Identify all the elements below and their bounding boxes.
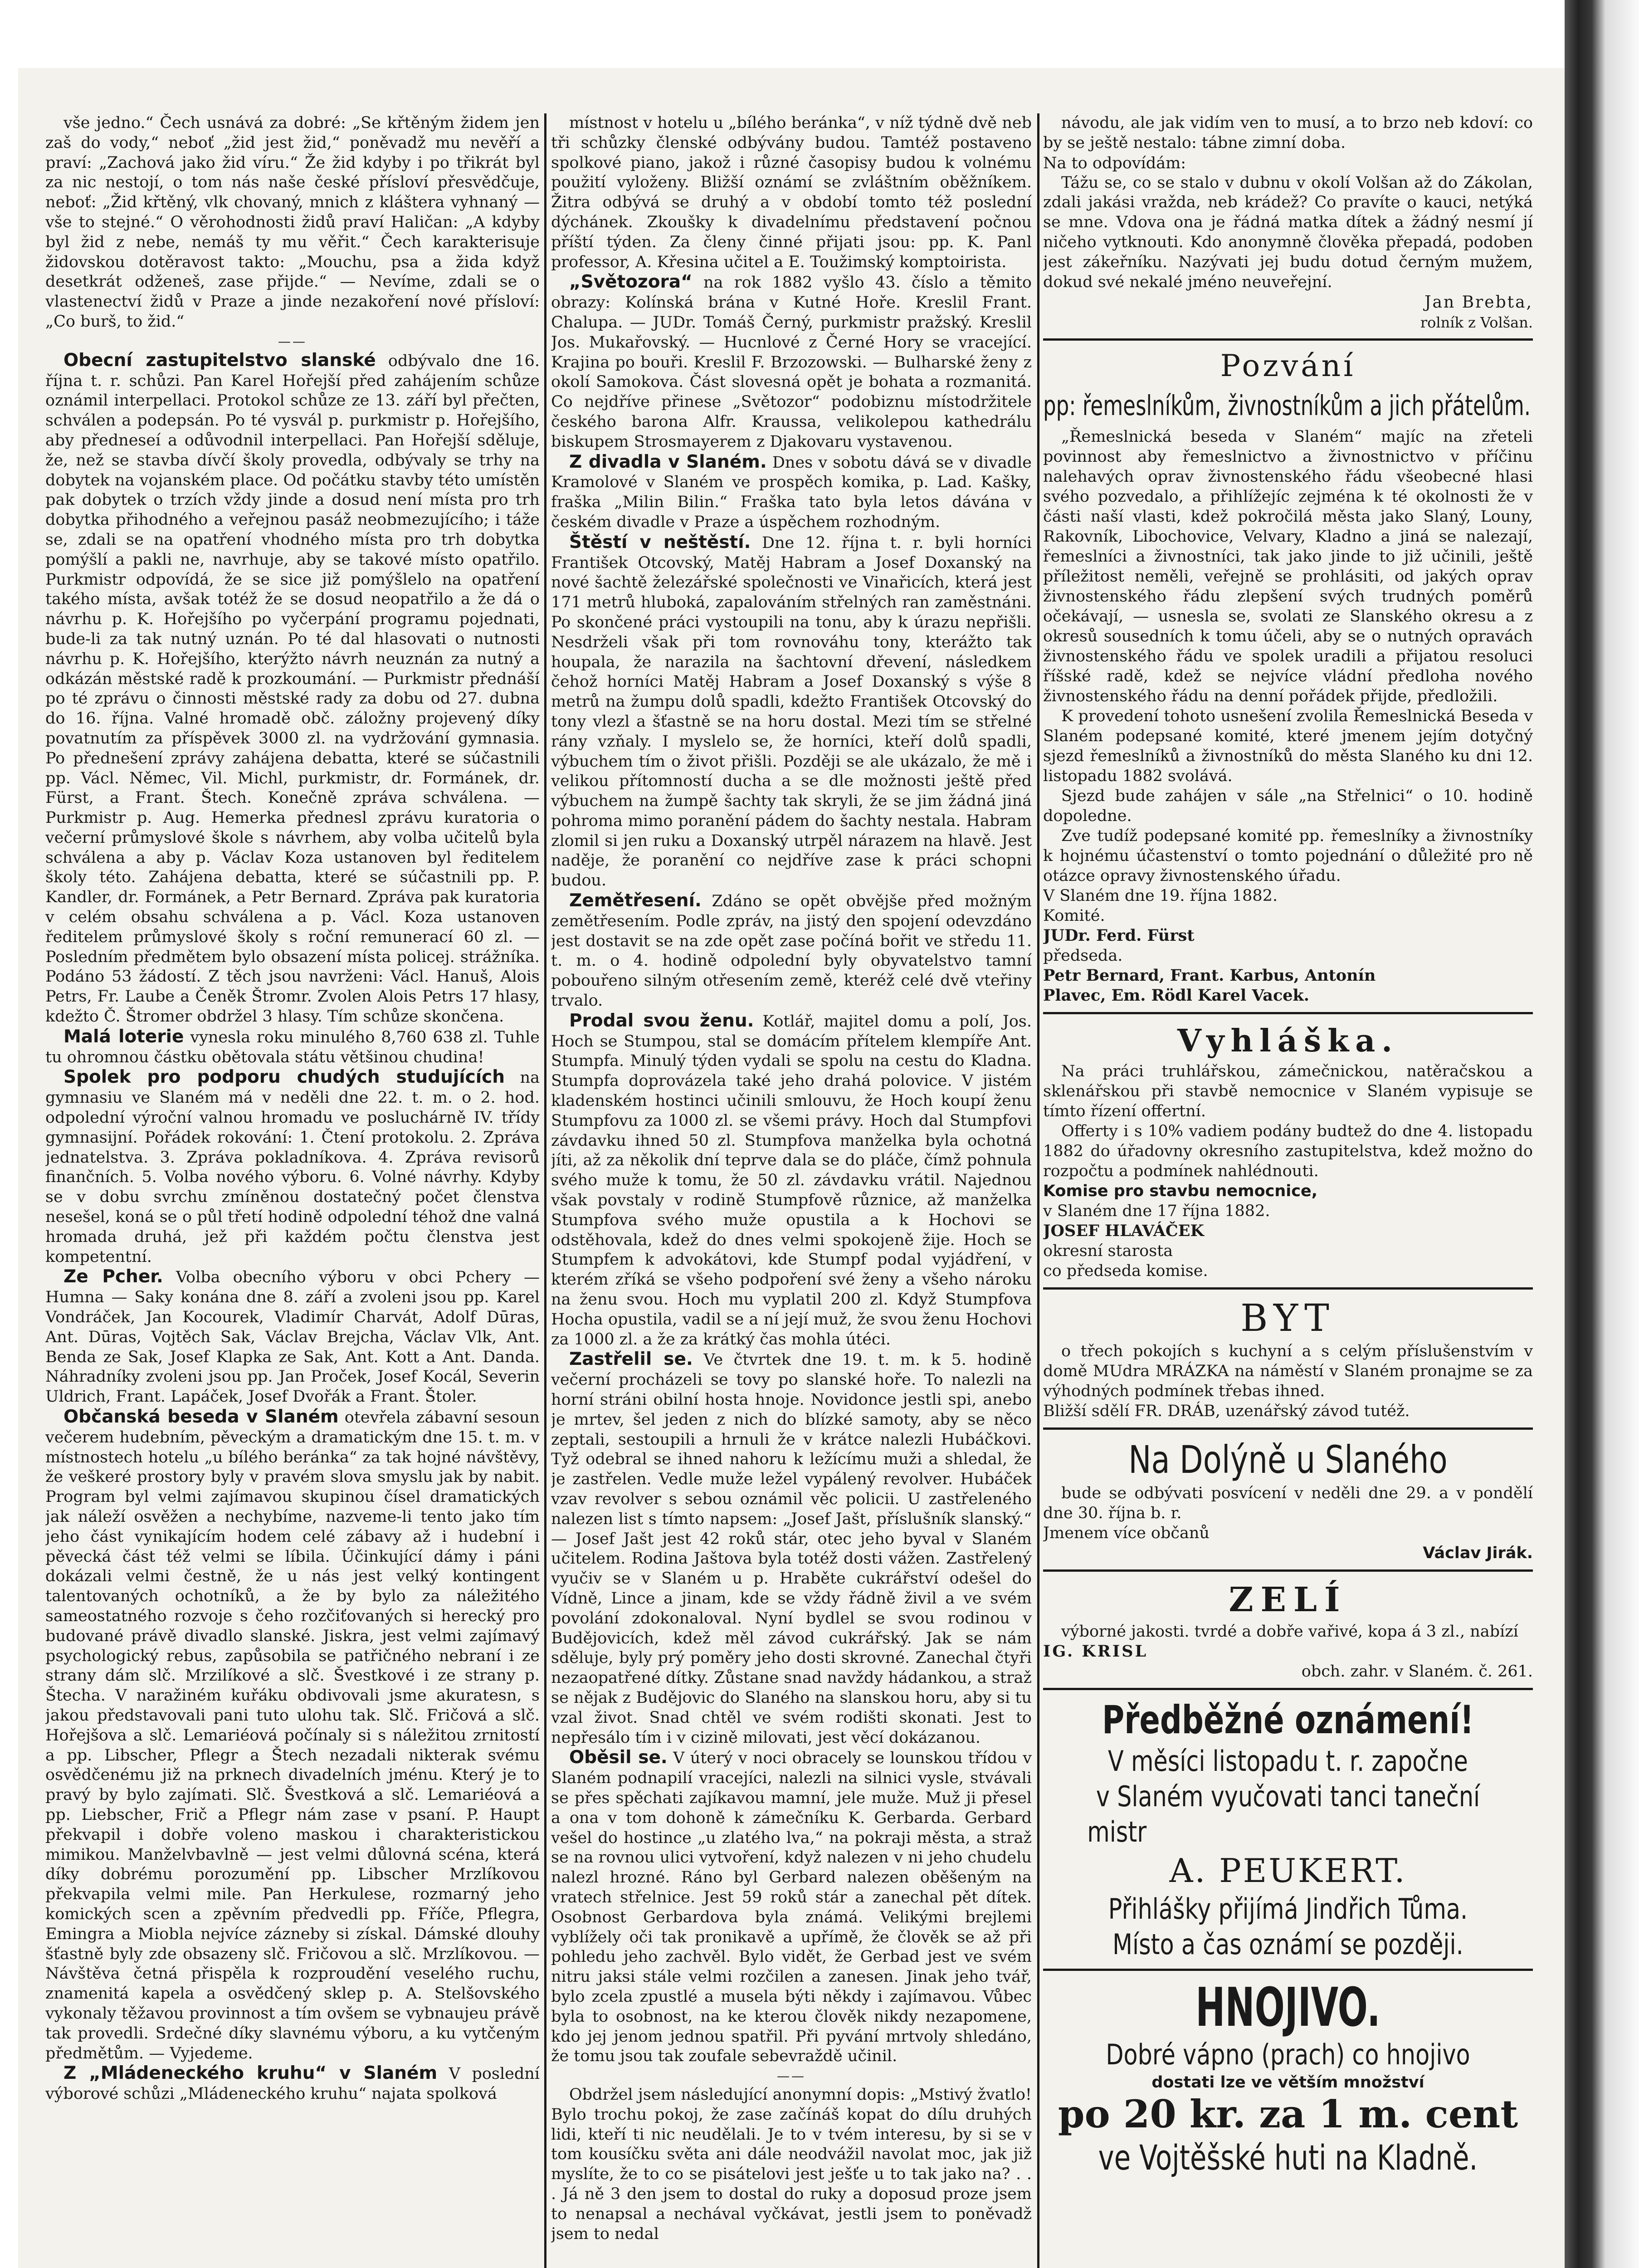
ad-contact: Bližší sdělí FR. DRÁB, uzenářský závod tutéž. — [1043, 1402, 1410, 1421]
reply-intro: Na to odpovídám: — [1043, 154, 1186, 172]
ad-text: o třech pokojích s kuchyní a s celým příslušenstvím v domě MUdra MRÁZKA na náměstí v Slaném pronajme se za výhodných podmínek třebas ihned. — [1043, 1342, 1533, 1401]
article-paragraph — [551, 1349, 1032, 1748]
ad-text: Offerty i s 10% vadiem podány budtež do dne 4. listopadu 1882 do úřadovny okresního zastupitelstva, kdež možno do rozpočtu a podmínek nahlédnouti. — [1043, 1122, 1533, 1181]
article-paragraph — [45, 2063, 540, 2104]
separator: —— — [278, 333, 307, 349]
ad-chairman: JUDr. Ferd. Fürst — [1043, 926, 1195, 945]
article-paragraph — [45, 1067, 540, 1267]
article-paragraph — [551, 533, 1032, 891]
article-paragraph — [45, 1267, 540, 1407]
column-1 — [45, 113, 540, 2268]
ad-title: Předběžné oznámení! — [1102, 1697, 1474, 1743]
article-paragraph — [551, 272, 1032, 452]
article-heading: Občanská beseda v Slaném — [63, 1407, 339, 1427]
ad-text: Sjezd bude zahájen v sále „na Střelnici“ o 10. hodině dopoledne. — [1043, 787, 1533, 826]
ad-title: ZELÍ — [1229, 1580, 1347, 1620]
article-heading: Z „Mládeneckého kruhu“ v Slaném — [63, 2063, 438, 2084]
ad-line: ve Vojtěšské huti na Kladně. — [1098, 2137, 1478, 2178]
article-text: Dnes v sobotu dává se v divadle Kramolové v Slaném ve prospěch komika, p. Lad. Kašky, fraška „Milin Bilin.“ Fraška tato byla letos dávána v českém divadle v Praze a úspěchem rozhodným. — [551, 453, 1032, 531]
article-heading: Spolek pro podporu chudých studujících — [63, 1067, 505, 1088]
article-paragraph — [551, 1748, 1032, 2067]
article-heading: Zemětřesení. — [569, 890, 702, 911]
ad-date: V Slaném dne 19. října 1882. — [1043, 887, 1278, 905]
ad-signatory-role: obch. zahr. v Slaném. č. 261. — [1301, 1662, 1533, 1681]
article-text: Obdržel jsem následující anonymní dopis: „Mstivý žvatlo! Bylo trochu pokoj, že zase začínáš kopat do dílu druhých lidi, kteří ti nic neudělali. Je to v tvém interesu, by si se v tom kousíčku světa ani dále neodvážil navolat moc, jak již myslíte, že to co se pisátelovi jest ješťe u to tak jako na? . . . Já ně 3 den jsem to dostal do ruky a doposud proze jsem to nenapsal a nechával vyčkávat, jestli jsem to poněvadž jsem to nedal — [551, 2086, 1032, 2243]
article-text: Volba obecního výboru v obci Pchery — Humna — Saky konána dne 8. září a zvoleni jsou pp. Karel Vondráček, Jan Kocourek, Vladimír Charvát, Adolf Dūras, Ant. Dūras, Vojtěch Sak, Václav Brejcha, Václav Vlk, Ant. Benda ze Sak, Josef Klapka ze Sak, Ant. Kott a Ant. Danda. Náhradníky zvoleni jsou pp. Jan Proček, Josef Kocál, Severin Uldrich, Frant. Lapáček, Josef Dvořák a Frant. Štoler. — [45, 1268, 540, 1406]
ad-byt — [1043, 1296, 1533, 1421]
article-text: návodu, ale jak vidím ven to musí, a to brzo neb kdoví: co by se ještě nestalo: tábne zimní doba. — [1043, 114, 1533, 152]
article-paragraph — [551, 891, 1032, 1011]
ad-members: Petr Bernard, Frant. Karbus, Antonín — [1043, 966, 1376, 985]
article-text: V poslední výborové schůzi „Mládeneckého kruhu“ najata spolková — [45, 2065, 540, 2103]
ad-subtitle: pp: řemeslníkům, živnostníkům a jich přátelům. — [1043, 390, 1531, 422]
divider — [1043, 1569, 1533, 1572]
column-rule — [544, 113, 546, 2268]
article-text: Ve čtvrtek dne 19. t. m. k 5. hodině večerní procházeli se tovy po slanské hoře. To nalezli na horní stráni obilní hosta hnoje. Novidonce jestli spi, anebo je mrtev, šel jeden z nich do blízké samoty, aby se něco zeptali, sestoupili a hrnuli že v krátce nalezli Hubáčkovi. Tyž odebral se ihned nahoru k ležícímu muži a shledal, že je zastřelen. Vedle muže ležel vypálený revolver. Hubáček vzav revolver s sebou oznámil věc policii. U zastřeleného nalezen list s tímto napsem: „Josef Jašt, příslušník slanský.“ — Josef Jašt jest 42 roků stár, otec jeho byval v Slaném učitelem. Rodina Jaštova byla totéž dosti vážen. Zastřelený vyučiv se v Slaném u p. Hraběte cukrářství odešel do Vídně, Lince a jinam, kde se vždy řádně živil a ve svém povolání zdokonaloval. Nyní bydlel se svou rodinou v Budějovicích, kdež měl závod cukrářský. Jak se nám sděluje, byly prý poměry jeho dosti skrovné. Zanechal čtyři nezaopatřené dítky. Zůstane snad navždy hádankou, a straž se nějak z Budějovic do Slaného na slanskou horu, aby si tu vzal život. Snad chtěl ve svém rodišti skonati. Jest to nepřesálo tím i v cizině milovati, jest věcí dokázanou. — [551, 1351, 1032, 1747]
article-heading: Štěstí v neštěstí. — [569, 532, 751, 552]
divider — [1043, 1427, 1533, 1430]
ad-text: „Řemeslnická beseda v Slaném“ majíc na zřeteli povinnost aby řemeslnictvo a živnostnictvo v příčinu nalehavých oprav živnostenského řádu všeobecné hlasi svého pozvedalo, a přihlížejíc zejména k té okolnosti že v části naší vlasti, kdež pokročilá města jako Slaný, Louny, Rakovník, Libochovice, Velvary, Kladno a jiná se nalezají, řemeslníci a živnostníci, tak jako jinde to již učinili, ještě příležitost neměli, veřejně se prohlásiti, od jakých oprav živnostenského řádu zlepšení svých trudných poměrů očekávají, — usnesla se, svolati ze Slanského okresu a z okresů sousedních k tomu účeli, aby se o nutných opravách živnostenského řádu ve spolek uradili a přijatou resoluci říšské radě, kdež se nejvíce vládní předloha nového živnostenského řádu na denní pořádek přijde, předložili. — [1043, 428, 1533, 706]
ad-line: mistr — [1087, 1815, 1147, 1849]
separator: —— — [777, 2068, 806, 2084]
ad-chairman-role: předseda. — [1043, 947, 1123, 965]
article-text: V úterý v noci obracely se lounskou třídou v Slaném podnapilí vracejíci, nalezli na silnici vysle, stvávali se přes spěchati zajíkavou mamní, jele muže. Muž ji přesel a ona v tom dohoně k zámečníku K. Gerbarda. Gerbard vešel do hostince „u zlatého lva,“ na pokraji města, a straž se na rovnou ulici vytvoření, když nalezen v ni jeho chudelu nalezl hrozné. Ráno byl Gerbard nalezen oběšeným na vratech střelnice. Jest 59 roků stár a zanechal pět dítek. Osobnost Gerbardova byla známá. Velikými brejlemi vyblížely oči tak pronikavě a upřímě, že člověk se až při pohledu jeho zachvěl. Bylo vidět, že Gerbad jest ve svém nitru jaksi stále velmi rozčilen a zanesen. Jinak jeho tvář, bylo zcela zpustlé a musela býti někdy i zajímavou. Vůbec byla to osobnost, na ke kterou člověk nikdy nezapomene, kdo jej jenom jednou spatřil. Při pyvání mrtvoly shledáno, že tomu jsou tak zoufale sebevraždě učinil. — [551, 1749, 1032, 2066]
article-paragraph — [45, 351, 540, 1027]
ad-line: Dobré vápno (prach) co hnojivo — [1106, 2038, 1470, 2072]
article-text: na gymnasiu ve Slaném má v neděli dne 22. t. m. o 2. hod. odpolední výroční valnou hromadu ve posluchárně IV. třídy gymnasijní. Pořádek rokování: 1. Čtení protokolu. 2. Zpráva jednatelstva. 3. Zpráva pokladníkova. 4. Zpráva revisorů finančních. 5. Volba nového výboru. 6. Volné návrhy. Kdyby se v dobu svrchu zmíněnou dostatečný počet členstva nesešel, koná se o půl třetí hodině odpolední téhož dne valná hromada druhá, jež při každém počtu členstva jest kompetentní. — [45, 1069, 540, 1266]
article-paragraph — [45, 1027, 540, 1068]
ad-title: Na Dolýně u Slaného — [1128, 1437, 1448, 1482]
ad-signatory-role: co předseda komise. — [1043, 1262, 1208, 1281]
reply-heading — [1043, 153, 1533, 173]
article-paragraph — [551, 452, 1032, 533]
ad-signatory: Václav Jirák. — [1423, 1544, 1533, 1563]
ad-line: dostati lze ve větším množství — [1151, 2073, 1424, 2092]
ad-signatory: JOSEF HLAVÁČEK — [1043, 1222, 1204, 1241]
ad-price: po 20 kr. za 1 m. cent — [1058, 2092, 1518, 2137]
ad-title: HNOJIVO. — [1195, 1976, 1380, 2039]
ad-line: v Slaném vyučovati tanci taneční — [1096, 1780, 1480, 1813]
article-text: místnost v hotelu u „bílého beránka“, v níž týdně dvě neb tři schůzky členské odbývány budou. Tamtéž postaveno spolkové piano, jakož i různé časopisy budou k volnému použití vyloženy. Bližší oznámí se zvláštním oběžníkem. Žitra odbývá se druhý a v období tomto též poslední dýchánek. Zkoušky k divadelnímu představení počnou příští týden. Za členy činné přijati jsou: pp. K. Panl professor, A. Křesina učitel a E. Toužimský komptoirista. — [551, 114, 1032, 271]
ad-posviceni — [1043, 1436, 1533, 1563]
ad-date: v Slaném dne 17 října 1882. — [1043, 1202, 1270, 1221]
ad-line: Místo a čas oznámí se později. — [1112, 1928, 1463, 1961]
ad-title: Pozvání — [1220, 348, 1356, 384]
ad-signatory: IG. KRISL — [1043, 1642, 1148, 1661]
signature-role: rolník z Volšan. — [1420, 314, 1533, 332]
article-heading: Obecní zastupitelstvo slanské — [63, 350, 376, 371]
ad-line: Přihlášky přijímá Jindřich Tůma. — [1108, 1892, 1468, 1926]
ad-teacher-name: A. PEUKERT. — [1169, 1852, 1407, 1890]
ad-text: Zve tudíž podepsané komité pp. řemeslníky a živnostníky k hojnému účastenství o tomto pojednání o důležité pro ně otázce opravy živnostenského úřadu. — [1043, 827, 1533, 885]
ad-committee-label: Komité. — [1043, 907, 1105, 925]
ad-hnojivo — [1043, 1977, 1533, 2180]
ad-zeli — [1043, 1578, 1533, 1681]
column-3 — [1043, 113, 1533, 2268]
article-heading: Zastřelil se. — [569, 1349, 693, 1370]
ad-vyhlaska — [1043, 1021, 1533, 1281]
ad-signatory-role: okresní starosta — [1043, 1242, 1173, 1261]
article-text: Dne 12. října t. r. byli horníci František Otcovský, Matěj Habram a Josef Doxanský na nové šachtě železářské společnosti ve Vinařicích, která jest 171 metrů hluboká, zapalováním střelných ran zaměstnáni. Po skončené práci vystoupili na tonu, aby k úrazu nepřišli. Nesdrželi však při tom rovnováhu tony, kterážto tak houpala, že narazila na šachtovní dřevení, následkem čehož horníci Matěj Habram a Josef Doxanský s výše 8 metrů na žumpu dolů spadli, kdežto František Otcovský do tony vlezl a šťastně se na horu dostal. Mezi tím se střelné rány vzňaly. I myslelo se, že horníci, kteří dolů spadli, výbuchem tím o život přišli. Později se ale ukázalo, že mě i velikou přítomností ducha a se dle možnosti ještě před výbuchem na žumpě šachty tak skryli, že se jim žádná jiná pohroma mimo poranění pádem do šachty nestala. Habram zlomil si jen ruku a Doxanský utrpěl nárazem na hlavě. Jest naděje, že poranění co nejdříve zase k práci schopni budou. — [551, 533, 1032, 890]
scan-edge — [1565, 0, 1639, 2268]
column-rule — [1037, 113, 1039, 2268]
divider — [1043, 338, 1533, 341]
ad-title: Vyhláška. — [1177, 1023, 1399, 1060]
ad-text: bude se odbývati posvícení v neděli dne 29. a v pondělí dne 30. října b. r. — [1043, 1484, 1533, 1523]
article-heading: Prodal svou ženu. — [569, 1010, 754, 1031]
article-text: Tážu se, co se stalo v dubnu v okolí Volšan až do Zákolan, zdali jakási vražda, neb krádež? Co pravíte o kauci, netýká se mne. Vdova ona je řádná matka dítek a žádný nesmí jí ničeho vytknouti. Kdo anonymně člověka přepadá, podoben jest zákeřníku. Nazývati jej budu dotud černým mužem, dokud své nekalé jméno neuveřejní. — [1043, 173, 1533, 291]
ad-text: Jmenem více občanů — [1043, 1524, 1210, 1543]
article-text: vynesla roku minulého 8,760 638 zl. Tuhle tu ohromnou částku obětovala státu většinou chudina! — [45, 1028, 540, 1066]
article-text: otevřela zábavní sesoun večerem hudebním, pěveckým a dramatickým dne 15. t. m. v místnostech hotelu „u bílého beránka“ za tak hojné návštěvy, že veškeré prostory byly v pravém slova smyslu jak by nabit. Program byl velmi zajímavou skupinou čísel dramatických jak náleží osvěžen a nechybíme, nazveme-li tento jako tím jeho část vynikajícím hodem celé zábavy až i hudební i pěvecká část též velmi se líbila. Účinkující dámy i páni dokázali velmi čestně, že u nás jest velký kontingent talentovaných ochotníků, a že by bylo za náležitého sameostatného rozvoje s čeho rozčiťovaných si herecký pro budované právě divadlo slanské. Jiskra, jest velmi zajímavý psychologický rebus, zapůsobila se patřičného nebraní i ze strany dám slč. Mrzilíkové a slč. Švestkové i ze strany p. Štecha. V naražiném kuřáku obdivovali jsme akuratesn, s jakou představovali pani tuto ulohu tak. Slč. Fričová a slč. Hořejšova a slč. Lemariéová počínaly si s náležitou zrnitostí a pp. Libscher, Pflegr a Štech nezadali nikterak svému osvědčenému již na prknech divadelních jménu. Který je to pravý by bylo zajímati. Slč. Švestková a slč. Lemariéová a pp. Liebscher, Frič a Pflegr nám zase v psaní. P. Haupt překvapil i dobře voleno maskou i charakteristickou mimikou. Manželvbavlně — jest velmi důlovná scéna, která díky dobrému porozumění pp. Libscher Mrzlíkovou překvapila velmi mile. Pan Herkulese, rozmarný jeho komických scen a zpěvním předvedli pp. Fříče, Pflegra, Emingra a Miobla nejvíce zázneby si získal. Dámské dlouhy šťastně byly zde obsazeny slč. Fričovou a slč. Mrzlíkovou. — Návštěva četná přispěla k rozproudění veselého ruchu, znamenitá kapela a osvědčený sklep p. A. Stelšovského vykonaly těžavou provinnost a tím ovšem se vybnaujeu právě tak provedli. Srdečné díky slavnému výboru, a ku vytčeným předmětům. — Vyjedeme. — [45, 1408, 540, 2063]
article-heading: Z divadla v Slaném. — [569, 451, 767, 472]
article-text: Zdáno se opět obvějše před možným zemětřesením. Podle zpráv, na jistý den spojení odevzdáno jest dostavit se na zde opět zase počíná bořit ve středu 11. t. m. o 4. hodině odpolední byly obyvatelstvo tamní pobouřeno silným otřesením země, kteréž celé dvě vteřiny trvalo. — [551, 892, 1032, 1010]
signature-name: Jan Brebta, — [1424, 293, 1533, 312]
article-paragraph — [551, 1011, 1032, 1350]
divider — [1043, 1969, 1533, 1971]
ad-title: BYT — [1240, 1297, 1336, 1340]
article-heading: Malá loterie — [63, 1026, 184, 1047]
ad-text: Na práci truhlářskou, zámečnickou, natěračskou a sklenářskou při stavbě nemocnice v Slaném vypisuje se tímto řízení offertní. — [1043, 1062, 1533, 1121]
article-text: na rok 1882 vyšlo 43. číslo a těmito obrazy: Kolínská brána v Kutné Hoře. Kreslil Frant. Chalupa. — JUDr. Tomáš Černý, purkmistr pražský. Kreslil Jos. Mukařovský. — Hucnlové z Černé Hory se vracející. Krajina po bouři. Kreslil F. Brzozowski. — Bulharské ženy z okolí Samokova. Část slovesná opět je bohata a rozmanitá. Co nejdříve přinese „Světozor“ podobiznu místodržitele českého barona Alfr. Kraussa, velikolepou kathedrálu biskupem Strosmayerem z Djakovaru vystavenou. — [551, 274, 1032, 451]
ad-committee: Komise pro stavbu nemocnice, — [1043, 1182, 1318, 1201]
article-text: Kotlář, majitel domu a polí, Jos. Hoch se Stumpou, stal se domácím přítelem klempíře Ant. Stumpfa. Minulý týden vydali se spolu na cestu do Kladna. Stumpfa doprovázela také jeho drahá polovice. V jistém kladenském hostinci učinili smlouvu, že Hoch koupí ženu Stumpfovu za 1000 zl. se všemi právy. Hoch dal Stumpfovi závdavku ihned 50 zl. Stumpfova manželka byla ochotná jíti, až za několik dní teprve dala se do pláče, čímž pohnula svého muže k tomu, že 50 zl. závdavku vrátil. Najednou však povstaly v rodině Stumpfově různice, až manželka Stumpfova svého muže opustila a k Hochovi se odstěhovala, kdež do dnes velmi spokojeně žije. Hoch se Stumpfem k advokátovi, kde Stumpf podal vyjádření, v kterém zříká se všeho podpoření své ženy a všeho nároku na ženu svou. Hoch mu vyplatil 200 zl. Když Stumpfova Hocha opustila, vadil se a ní její muž, že svou ženu Hochovi za 1000 zl. a že za krátký čas mohla útéci. — [551, 1012, 1032, 1349]
article-heading: Ze Pcher. — [63, 1266, 163, 1287]
article-heading: Oběsil se. — [569, 1747, 668, 1768]
ad-line: V měsíci listopadu t. r. započne — [1108, 1745, 1468, 1778]
ad-members: Plavec, Em. Rödl Karel Vacek. — [1043, 986, 1309, 1005]
column-2 — [551, 113, 1032, 2268]
divider — [1043, 1287, 1533, 1290]
article-heading: „Světozora“ — [569, 272, 693, 293]
ad-tanec — [1043, 1696, 1533, 1962]
article-text: vše jedno.“ Čech usnává za dobré: „Se křtěným židem jen zaš do vody,“ neboť „žid jest žid,“ poněvadž mu nevěří a praví: „Zachová jako žid víru.“ Že žid kdyby i po třikrát byl za nic nestojí, o tom nás naše české přísloví přesvědčuje, neboť: „Žid křtěný, vlk chovaný, mnich z kláštera vyhnaný — vše to stejné.“ O věrohodnosti židů praví Haličan: „A kdyby byl žid z nebe, nemáš ty mu věřit.“ Čech karakterisuje židovskou dotěravost takto: „Mouchu, psa a žida když desetkrát odženeš, zase přijde.“ — Nevíme, zdali se o vlastenectví židů v Praze a jinde nezakoření nové přísloví: „Co burš, to žid.“ — [45, 114, 540, 331]
ad-pozvani — [1043, 347, 1533, 1006]
ad-text: výborné jakosti. tvrdé a dobře vařivé, kopa á 3 zl., nabízí — [1061, 1623, 1518, 1641]
article-text: odbývalo dne 16. října t. r. schůzi. Pan Karel Hořejší před zahájením schůze oznámil interpellaci. Protokol schůze ze 13. září byl přečten, schválen a podepsán. Po té vysvál p. purkmistr p. Hořejšího, aby předneseí a odůvodnil interpellaci. Pan Hořejší sděluje, že, než se stavba dívčí školy provedla, odbývaly se trhy na dobytek na vojanském place. Od počátku stavby této umístěn pak dobytek o trzích vždy jinde a dosud není místa pro trh dobytka přihodného a veřejnou pasáž neobmezujícího; i táže se, zdali se na opatření vhodného místa pro trh dobytka pomýšlí a pakli ne, navrhuje, aby se takové místo opatřilo. Purkmistr odpovídá, že se sice již pomýšlelo na opatření takého místa, avšak totéž že se dosud neopatřilo a že dá o návrhu p. K. Hořejšího po vyčerpání programu pojednati, bude-li za tak nutný uznán. Po té dal hlasovati o nutnosti návrhu p. K. Hořejšího, kterýžto návrh neuznán za nutný a odkázán městské radě k prozkoumání. — Purkmistr přednáší po té zprávu o činnosti městské rady za dobu od 27. dubna do 16. října. Valné hromadě obč. záložny projevený díky povatnutím za příspěvek 3000 zl. na vydržování gymnasia. Po přednešení zprávy zahájena debatta, které se súčastnili pp. Václ. Němec, Vil. Michl, purkmistr, dr. Formánek, dr. Fürst, a Frant. Štech. Konečně zpráva schválena. — Purkmistr p. Aug. Hemerka přednesl zprávu kuratoria o večerní průmyslové škole s návrhem, aby volba učitelů byla schválena a aby p. Václav Koza ustanoven byl ředitelem školy této. Zahájena debatta, které se súčastnili pp. P. Kandler, dr. Formánek, a Petr Bernard. Zpráva pak kuratoria v celém obsahu schválena a p. Václ. Koza ustanoven ředitelem průmyslové školy s roční remunerací 60 zl. — Posledním předmětem bylo obsazení místa policej. strážníka. Podáno 53 žádostí. Z těch jsou navrženi: Václ. Hanuš, Alois Petrs, Fr. Laube a Čeněk Štromr. Zvolen Alois Petrs 17 hlasy, kdežto Č. Štromer obdržel 3 hlasy. Tím schůze skončena. — [45, 352, 540, 1026]
divider — [1043, 1688, 1533, 1690]
ad-text: K provedení tohoto usnešení zvolila Řemeslnická Beseda v Slaném podepsané komité, které jmenem jejím dotyčný sjezd řemeslníků a živnostníků do města Slaného ku dni 12. listopadu 1882 svolává. — [1043, 707, 1533, 786]
article-paragraph — [45, 1407, 540, 2063]
divider — [1043, 1012, 1533, 1014]
